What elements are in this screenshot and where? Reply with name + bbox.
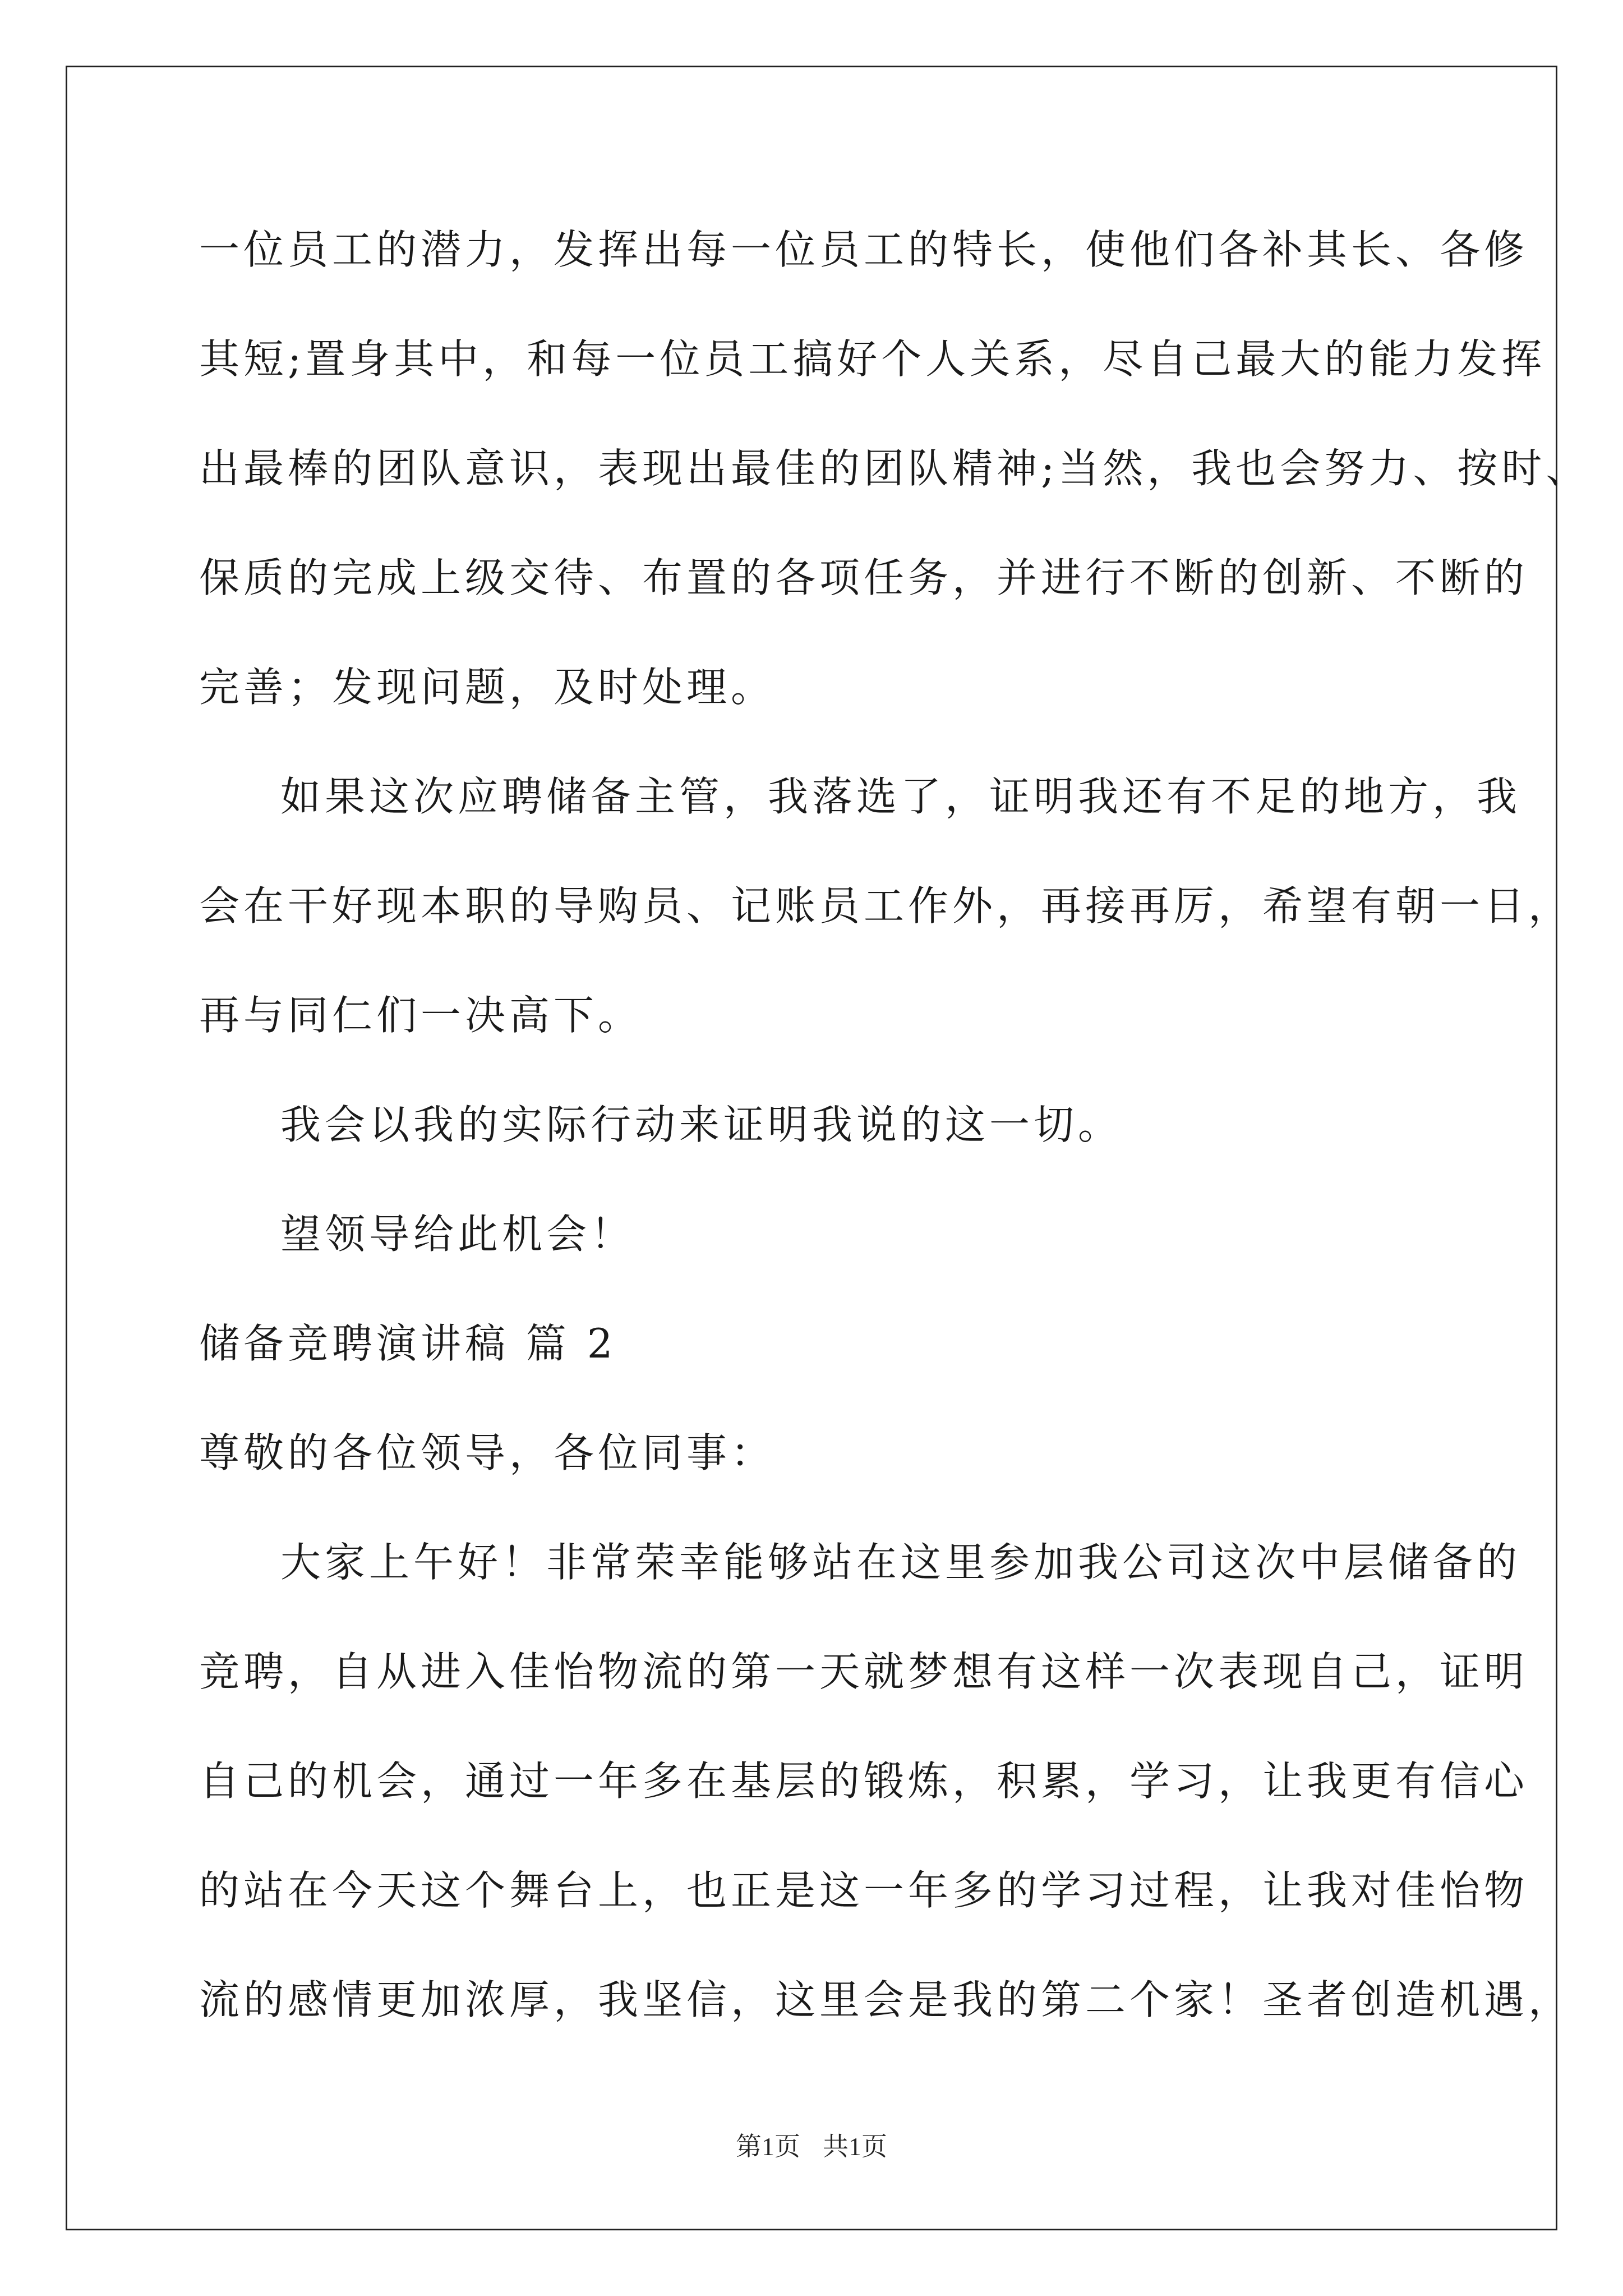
text-line: 会在干好现本职的导购员、记账员工作外，再接再厉，希望有朝一日， [199,882,1573,930]
page-footer [0,2130,1623,2164]
text-line: 一位员工的潜力，发挥出每一位员工的特长，使他们各补其长、各修 [199,226,1529,273]
salutation: 尊敬的各位领导，各位同事： [199,1429,776,1476]
text-line: 其短;置身其中，和每一位员工搞好个人关系，尽自己最大的能力发挥 [199,335,1546,383]
text-line: 完善；发现问题，及时处理。 [199,664,776,711]
text-line: 出最棒的团队意识，表现出最佳的团队精神;当然，我也会努力、按时、 [199,445,1590,492]
text-line: 再与同仁们一决高下。 [199,992,643,1039]
text-line: 流的感情更加浓厚，我坚信，这里会是我的第二个家！圣者创造机遇， [199,1976,1573,2023]
text-line: 的站在今天这个舞台上，也正是这一年多的学习过程，让我对佳怡物 [199,1867,1529,1914]
text-line: 竞聘，自从进入佳怡物流的第一天就梦想有这样一次表现自己，证明 [199,1648,1529,1695]
text-line: 大家上午好！非常荣幸能够站在这里参加我公司这次中层储备的 [280,1539,1521,1586]
section-heading: 储备竞聘演讲稿 篇 2 [199,1320,617,1367]
text-line: 我会以我的实际行动来证明我说的这一切。 [280,1101,1123,1148]
text-line: 望领导给此机会！ [280,1211,635,1258]
text-line: 保质的完成上级交待、布置的各项任务，并进行不断的创新、不断的 [199,554,1529,601]
text-line: 自己的机会，通过一年多在基层的锻炼，积累，学习，让我更有信心 [199,1757,1529,1805]
text-line: 如果这次应聘储备主管，我落选了，证明我还有不足的地方，我 [280,773,1521,820]
page-number: 第1页 [736,2132,800,2161]
page-total: 共1页 [823,2132,887,2161]
